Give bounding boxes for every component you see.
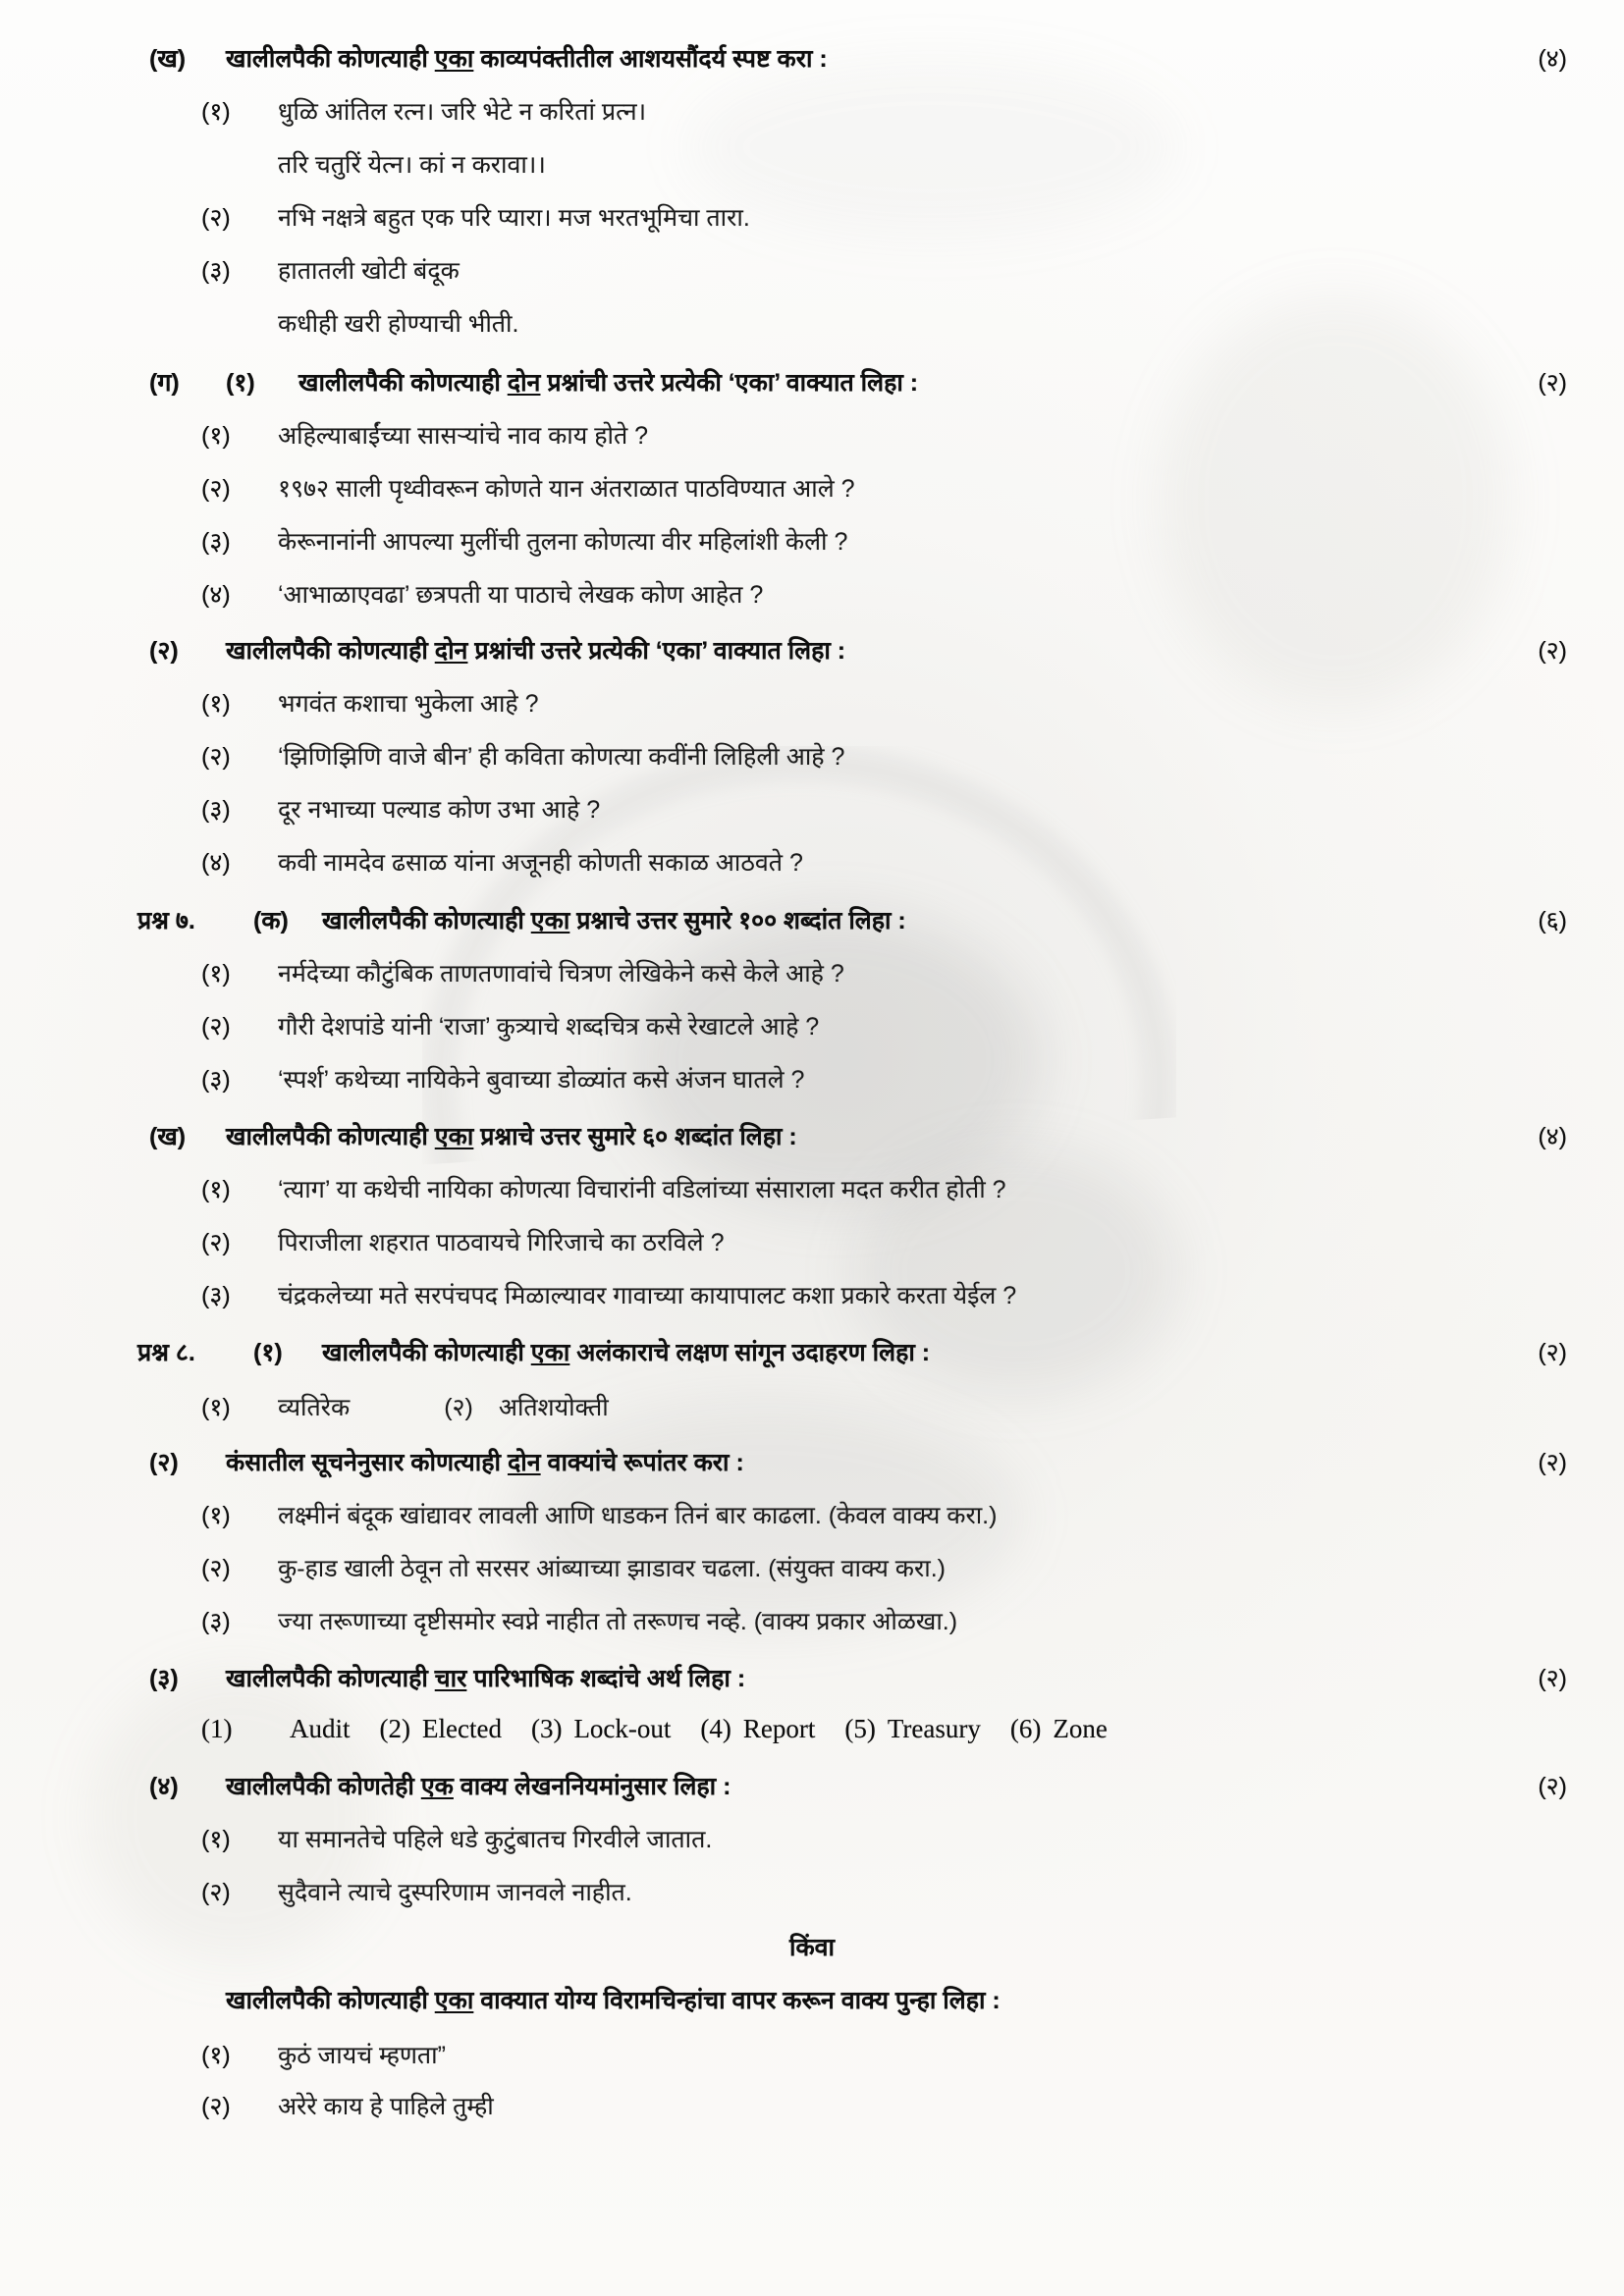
item-label: (३)	[201, 1282, 231, 1309]
option-label-2: (२)	[444, 1394, 473, 1421]
item-label: (३)	[201, 1066, 231, 1094]
question-text: दूर नभाच्या पल्याड कोण उभा आहे ?	[278, 796, 601, 824]
english-terms-row	[201, 1714, 1137, 1744]
item-label: (४)	[149, 1773, 179, 1800]
english-term-word: Lock-out	[573, 1714, 672, 1743]
item-label: (३)	[201, 796, 231, 824]
item-label: (२)	[201, 743, 231, 771]
question-text: खालीलपैकी कोणत्याही एका वाक्यात योग्य विरामचिन्हांचा वापर करून वाक्य पुन्हा लिहा :	[226, 1987, 1001, 2014]
marks-allocation: (२)	[1538, 1665, 1567, 1692]
item-label: (१)	[201, 98, 231, 126]
question-row	[201, 1225, 724, 1258]
option-text-2: अतिशयोक्ती	[498, 1394, 609, 1421]
item-label: (१)	[201, 422, 231, 450]
item-label: (३)	[149, 1665, 179, 1692]
marks-allocation: (६)	[1538, 907, 1567, 934]
item-label: (ख)	[149, 45, 187, 73]
question-row	[201, 1822, 712, 1855]
question-text: या समानतेचे पहिले धडे कुटुंबातच गिरवीले जातात.	[278, 1826, 713, 1853]
english-term-word: Audit	[290, 1714, 351, 1743]
question-text: चंद्रकलेच्या मते सरपंचपद मिळाल्यावर गावाच्या कायापालट कशा प्रकारे करता येईल ?	[278, 1282, 1017, 1309]
english-term-number: (3)	[530, 1714, 563, 1743]
question-text: खालीलपैकी कोणत्याही दोन प्रश्नांची उत्तरे प्रत्येकी ‘एका’ वाक्यात लिहा :	[298, 369, 919, 397]
question-row	[201, 2089, 494, 2122]
question-row	[149, 1119, 797, 1152]
question-text: भगवंत कशाचा भुकेला आहे ?	[278, 690, 539, 718]
marks-allocation: (२)	[1538, 1773, 1567, 1800]
question-text: ‘झिणिझिणि वाजे बीन’ ही कविता कोणत्या कवींनी लिहिली आहे ?	[278, 743, 845, 771]
question-text: ‘स्पर्श’ कथेच्या नायिकेने बुवाच्या डोळ्यांत कसे अंजन घातले ?	[278, 1066, 805, 1094]
question-row	[137, 1335, 930, 1368]
english-term-number: (5)	[844, 1714, 876, 1743]
marks-allocation: (२)	[1538, 637, 1567, 665]
question-text: १९७२ साली पृथ्वीवरून कोणते यान अंतराळात पाठविण्यात आले ?	[278, 475, 855, 503]
question-text: ज्या तरूणाच्या दृष्टीसमोर स्वप्ने नाहीत तो तरूणच नव्हे. (वाक्य प्रकार ओळखा.)	[278, 1608, 958, 1635]
item-label: (ख)	[149, 1123, 187, 1150]
question-text: कवी नामदेव ढसाळ यांना अजूनही कोणती सकाळ आठवते ?	[278, 849, 803, 877]
item-label: (४)	[201, 581, 231, 609]
marks-allocation: (२)	[1538, 1339, 1567, 1366]
question-row	[201, 845, 803, 879]
question-row	[201, 1009, 819, 1042]
question-row	[137, 903, 906, 936]
question-row	[149, 1445, 744, 1478]
question-row	[149, 1983, 1001, 2016]
english-term-number: (6)	[1009, 1714, 1042, 1743]
question-row	[201, 147, 546, 181]
question-row	[201, 306, 518, 340]
english-term-number: (1)	[201, 1714, 233, 1743]
marks-allocation: (४)	[1538, 1123, 1567, 1150]
question-text: अहिल्याबाईंच्या सासऱ्यांचे नाव काय होते ?	[278, 422, 649, 450]
question-row	[201, 1278, 1016, 1311]
question-row	[201, 956, 844, 989]
question-text: ‘त्याग’ या कथेची नायिका कोणत्या विचारांनी वडिलांच्या संसाराला मदत करीत होती ?	[278, 1176, 1006, 1203]
question-text: अरेरे काय हे पाहिले तुम्ही	[278, 2093, 494, 2120]
question-row	[201, 418, 648, 452]
item-label: (१)	[201, 1394, 231, 1421]
emphasised-word: एका	[530, 1339, 570, 1366]
emphasised-word: एका	[530, 907, 570, 934]
item-label: (१)	[201, 960, 231, 988]
question-row	[201, 686, 539, 720]
question-text: खालीलपैकी कोणत्याही एका प्रश्नाचे उत्तर सुमारे ६० शब्दांत लिहा :	[226, 1123, 797, 1150]
question-text: कुठं जायचं म्हणता”	[278, 2042, 446, 2069]
question-row	[201, 471, 855, 505]
item-label: (२)	[201, 475, 231, 503]
question-row	[201, 739, 844, 773]
question-number: प्रश्न ८.	[137, 1339, 195, 1366]
question-text: पिराजीला शहरात पाठवायचे गिरिजाचे का ठरविले ?	[278, 1229, 725, 1256]
question-row	[201, 1062, 804, 1095]
english-term-word: Report	[742, 1714, 816, 1743]
item-label: (३)	[201, 257, 231, 285]
question-row	[201, 1551, 946, 1584]
item-label: (२)	[201, 1229, 231, 1256]
sub-item-label: (१)	[226, 369, 255, 397]
emphasised-word: चार	[434, 1665, 467, 1692]
question-text: कंसातील सूचनेनुसार कोणत्याही दोन वाक्यांचे रूपांतर करा :	[226, 1449, 744, 1476]
question-row	[201, 1390, 609, 1423]
question-row	[149, 1661, 745, 1694]
question-text: धुळि आंतिल रत्न। जरि भेटे न करितां प्रत्न।	[278, 98, 647, 126]
emphasised-word: दोन	[434, 637, 468, 665]
question-row	[149, 1769, 731, 1802]
item-label: (ग)	[149, 369, 180, 397]
question-row	[201, 94, 646, 128]
question-row	[201, 2038, 446, 2071]
question-row	[201, 1604, 957, 1637]
item-label-spacer	[201, 160, 278, 178]
item-label: (१)	[201, 2042, 231, 2069]
question-text: कधीही खरी होण्याची भीती.	[278, 310, 519, 338]
emphasised-word: एका	[434, 1987, 474, 2014]
question-text: सुदैवाने त्याचे दुस्परिणाम जानवले नाहीत.	[278, 1879, 632, 1906]
item-label: (२)	[201, 1879, 231, 1906]
emphasised-word: एका	[434, 45, 474, 73]
item-label: (४)	[201, 849, 231, 877]
emphasised-word: दोन	[507, 369, 541, 397]
question-row	[201, 1875, 632, 1908]
question-row	[201, 524, 847, 558]
question-text: ‘आभाळाएवढा’ छत्रपती या पाठाचे लेखक कोण आहेत ?	[278, 581, 764, 609]
question-text: गौरी देशपांडे यांनी ‘राजा’ कुत्र्याचे शब्दचित्र कसे रेखाटले आहे ?	[278, 1013, 820, 1041]
question-row	[149, 633, 845, 667]
marks-allocation: (२)	[1538, 1449, 1567, 1476]
item-label: (२)	[201, 204, 231, 232]
item-label: (२)	[149, 637, 179, 665]
question-text: खालीलपैकी कोणत्याही एका काव्यपंक्तीतील आशयसौंदर्य स्पष्ट करा :	[226, 45, 828, 73]
question-text: व्यतिरेक	[278, 1394, 351, 1421]
question-text: खालीलपैकी कोणत्याही एका प्रश्नाचे उत्तर सुमारे १०० शब्दांत लिहा :	[322, 907, 906, 934]
alternative-option-label: किंवा	[788, 1934, 836, 1961]
question-row	[149, 41, 828, 75]
question-row	[201, 792, 600, 826]
question-text: नभि नक्षत्रे बहुत एक परि प्यारा। मज भरतभूमिचा तारा.	[278, 204, 750, 232]
item-label: (२)	[201, 1013, 231, 1041]
question-row	[201, 1172, 1006, 1205]
question-text: नर्मदेच्या कौटुंबिक ताणतणावांचे चित्रण लेखिकेने कसे केले आहे ?	[278, 960, 844, 988]
question-text: लक्ष्मीनं बंदूक खांद्यावर लावली आणि धाडकन तिनं बार काढला. (केवल वाक्य करा.)	[278, 1502, 998, 1529]
english-term-number: (2)	[379, 1714, 410, 1743]
question-text: केरूनानांनी आपल्या मुलींची तुलना कोणत्या वीर महिलांशी केली ?	[278, 528, 848, 556]
question-row	[201, 253, 460, 287]
emphasised-word: एक	[420, 1773, 454, 1800]
english-term-word: Elected	[422, 1714, 502, 1743]
question-number: प्रश्न ७.	[137, 907, 195, 934]
question-row	[149, 365, 918, 399]
item-label-spacer	[201, 319, 278, 337]
marks-allocation: (४)	[1538, 45, 1567, 73]
question-text: कु-हाड खाली ठेवून तो सरसर आंब्याच्या झाडावर चढला. (संयुक्त वाक्य करा.)	[278, 1555, 946, 1582]
item-label: (२)	[201, 2093, 231, 2120]
item-label: (३)	[201, 528, 231, 556]
question-text: खालीलपैकी कोणतेही एक वाक्य लेखननियमांनुसार लिहा :	[226, 1773, 731, 1800]
item-label-spacer	[149, 1996, 226, 2013]
english-term-word: Treasury	[887, 1714, 981, 1743]
item-label: (३)	[201, 1608, 231, 1635]
question-row	[201, 200, 750, 234]
question-row	[201, 577, 763, 611]
question-text: खालीलपैकी कोणत्याही दोन प्रश्नांची उत्तरे प्रत्येकी ‘एका’ वाक्यात लिहा :	[226, 637, 846, 665]
item-label: (१)	[201, 690, 231, 718]
item-label: (२)	[201, 1555, 231, 1582]
item-label: (क)	[253, 907, 289, 934]
item-label: (१)	[201, 1826, 231, 1853]
question-text: खालीलपैकी कोणत्याही एका अलंकाराचे लक्षण सांगून उदाहरण लिहा :	[322, 1339, 931, 1366]
emphasised-word: एका	[434, 1123, 474, 1150]
english-term-number: (4)	[700, 1714, 731, 1743]
item-label: (१)	[201, 1502, 231, 1529]
question-row	[201, 1498, 997, 1531]
item-label: (१)	[201, 1176, 231, 1203]
question-text: हातातली खोटी बंदूक	[278, 257, 460, 285]
emphasised-word: दोन	[507, 1449, 541, 1476]
question-text: खालीलपैकी कोणत्याही चार पारिभाषिक शब्दांचे अर्थ लिहा :	[226, 1665, 746, 1692]
marks-allocation: (२)	[1538, 369, 1567, 397]
item-label: (१)	[253, 1339, 283, 1366]
question-text: तरि चतुरिं येत्न। कां न करावा।।	[278, 151, 546, 179]
item-label: (२)	[149, 1449, 179, 1476]
english-term-word: Zone	[1053, 1714, 1108, 1743]
